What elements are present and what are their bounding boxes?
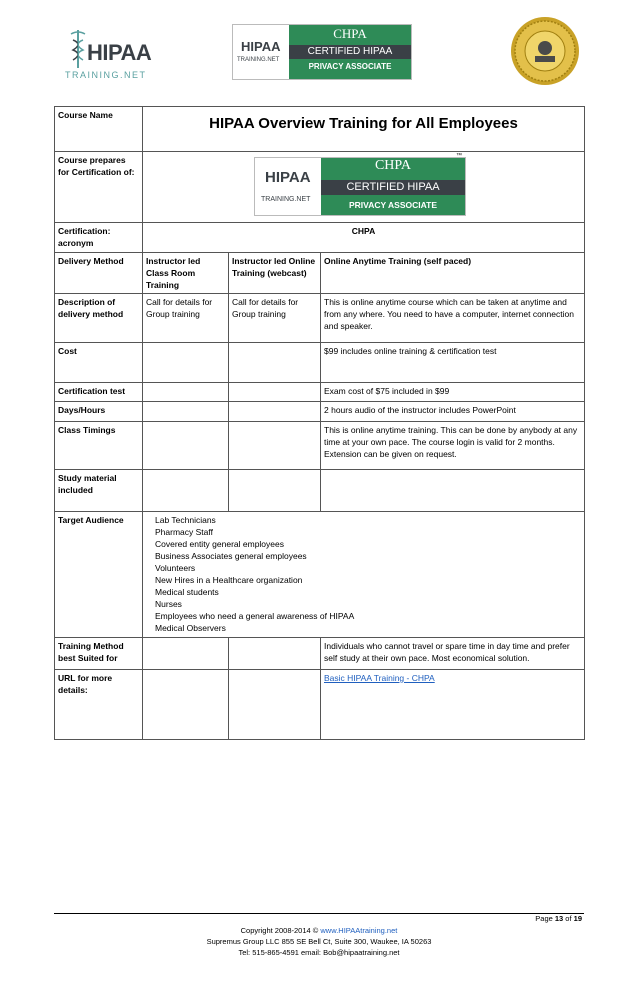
badge-bottom: PRIVACY ASSOCIATE bbox=[308, 62, 392, 71]
website-link[interactable]: www.HIPAAtraining.net bbox=[320, 926, 398, 935]
timings-row bbox=[55, 422, 585, 470]
page-number: Page 13 of 19 bbox=[535, 914, 582, 923]
footer-contact: Tel: 515-865-4591 email: Bob@hipaatraining.net bbox=[238, 948, 400, 957]
audience-list bbox=[143, 512, 585, 638]
badge-title: CHPA bbox=[333, 26, 367, 41]
cert-test-label: Certification test bbox=[55, 383, 143, 402]
footer-copyright: Copyright 2008-2014 © www.HIPAAtraining.net bbox=[240, 926, 398, 935]
url-label: URL for more details: bbox=[55, 670, 143, 740]
timings-value: This is online anytime training. This can be done by anybody at any time at your own pace. The course login is valid for 2 months. Extension can be given on request. bbox=[321, 422, 585, 470]
list-item: Pharmacy Staff bbox=[155, 527, 213, 537]
acronym-row bbox=[55, 223, 585, 253]
acronym-value: CHPA bbox=[143, 223, 585, 253]
delivery-classroom: Instructor led Class Room Training bbox=[143, 253, 229, 294]
method-row bbox=[55, 638, 585, 670]
url-row bbox=[55, 670, 585, 740]
footer-divider bbox=[54, 913, 584, 914]
list-item: Nurses bbox=[155, 599, 182, 609]
audience-label: Target Audience bbox=[55, 512, 143, 638]
study-row bbox=[55, 470, 585, 512]
study-label: Study material included bbox=[55, 470, 143, 512]
certification-badge-cell bbox=[143, 152, 585, 223]
method-value: Individuals who cannot travel or spare time in day time and prefer self study at their own pace. Most economical solution. bbox=[321, 638, 585, 670]
days-value: 2 hours audio of the instructor includes PowerPoint bbox=[321, 402, 585, 422]
trademark: ™ bbox=[456, 153, 462, 159]
course-name: HIPAA Overview Training for All Employees bbox=[143, 107, 585, 152]
audience-row bbox=[55, 512, 585, 638]
acronym-label: Certification: acronym bbox=[55, 223, 143, 253]
list-item: Business Associates general employees bbox=[155, 551, 307, 561]
list-item: Volunteers bbox=[155, 563, 196, 573]
badge-logo: HIPAA TRAINING.NET bbox=[233, 25, 289, 79]
cost-row bbox=[55, 343, 585, 383]
course-name-label: Course Name bbox=[55, 107, 143, 152]
list-item: Medical students bbox=[155, 587, 219, 597]
delivery-row bbox=[55, 253, 585, 294]
prepares-label: Course prepares for Certification of: bbox=[55, 152, 143, 223]
certification-seal-icon bbox=[510, 16, 580, 86]
footer-address: Supremus Group LLC 855 SE Bell Ct, Suite 300, Waukee, IA 50263 bbox=[206, 937, 432, 946]
timings-label: Class Timings bbox=[55, 422, 143, 470]
description-label: Description of delivery method bbox=[55, 294, 143, 343]
logo-word: HIPAA bbox=[87, 40, 152, 65]
certification-row bbox=[55, 152, 585, 223]
days-label: Days/Hours bbox=[55, 402, 143, 422]
cost-value: $99 includes online training & certification test bbox=[321, 343, 585, 383]
caduceus-icon bbox=[69, 28, 87, 68]
chpa-badge-header bbox=[232, 24, 412, 80]
cost-label: Cost bbox=[55, 343, 143, 383]
method-label: Training Method best Suited for bbox=[55, 638, 143, 670]
list-item: Lab Technicians bbox=[155, 515, 216, 525]
delivery-self-paced: Online Anytime Training (self paced) bbox=[321, 253, 585, 294]
chpa-badge-table: HIPAA TRAINING.NET CHPA CERTIFIED HIPAA PRIVACY ASSOCIATE bbox=[254, 157, 466, 216]
description-webcast: Call for details for Group training bbox=[229, 294, 321, 343]
logo-net: TRAINING.NET bbox=[65, 70, 147, 80]
list-item: Employees who need a general awareness of HIPAA bbox=[155, 611, 355, 621]
list-item: Medical Observers bbox=[155, 623, 226, 633]
cert-test-row bbox=[55, 383, 585, 402]
description-self-paced: This is online anytime course which can be taken at anytime and from any where. You need to have a computer, internet connection and speaker. bbox=[321, 294, 585, 343]
list-item: Covered entity general employees bbox=[155, 539, 284, 549]
description-row bbox=[55, 294, 585, 343]
badge-panel bbox=[289, 25, 411, 79]
course-details-table bbox=[54, 106, 585, 740]
hipaa-training-logo bbox=[55, 22, 152, 92]
description-classroom: Call for details for Group training bbox=[143, 294, 229, 343]
badge-middle: CERTIFIED HIPAA bbox=[289, 45, 411, 59]
list-item: New Hires in a Healthcare organization bbox=[155, 575, 303, 585]
delivery-label: Delivery Method bbox=[55, 253, 143, 294]
chpa-details-link[interactable]: Basic HIPAA Training - CHPA bbox=[324, 673, 435, 683]
cert-test-value: Exam cost of $75 included in $99 bbox=[321, 383, 585, 402]
days-row bbox=[55, 402, 585, 422]
delivery-webcast: Instructor led Online Training (webcast) bbox=[229, 253, 321, 294]
course-name-row bbox=[55, 107, 585, 152]
